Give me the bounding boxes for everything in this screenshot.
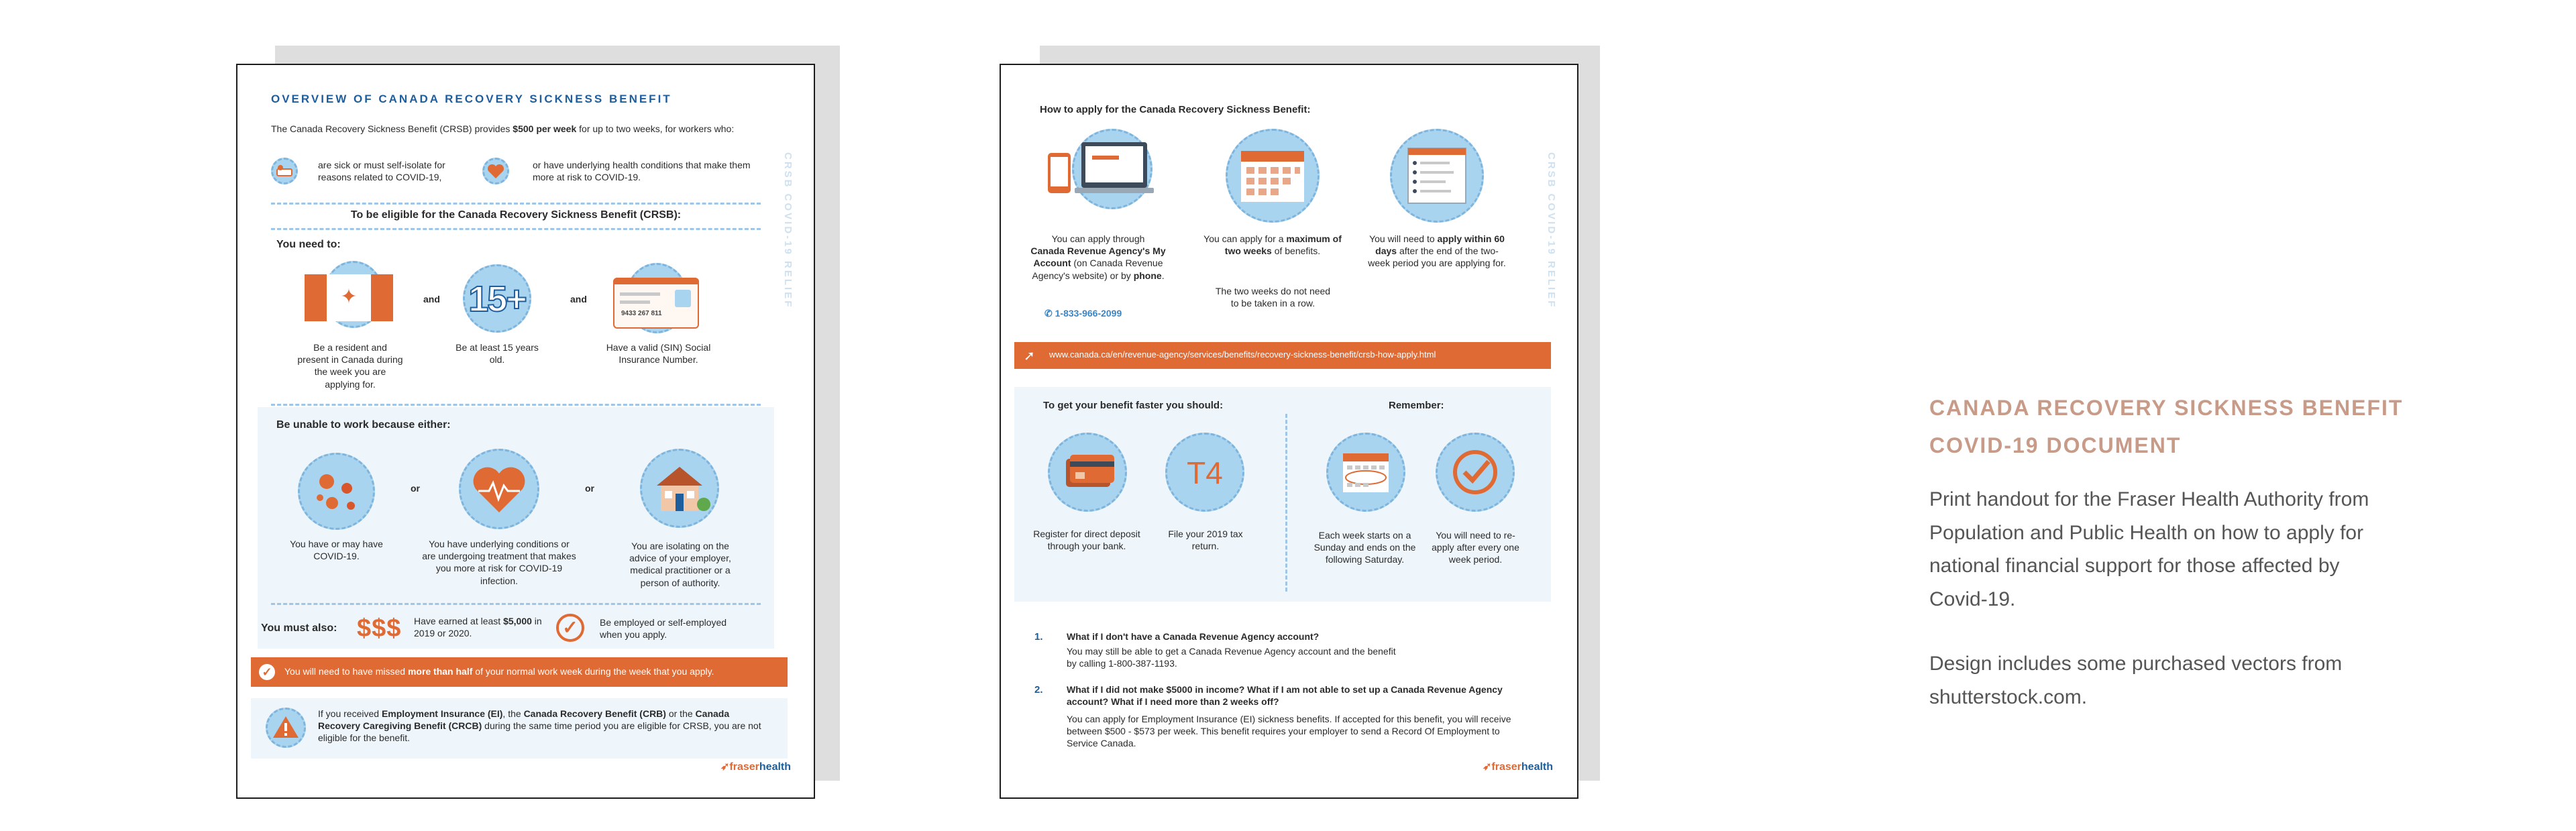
heart-icon: [459, 449, 539, 529]
dollar-icon: $$$: [357, 614, 402, 643]
you-need-to-heading: You need to:: [276, 239, 341, 250]
question-2-number: 2.: [1034, 684, 1043, 696]
divider: [271, 228, 761, 230]
divider: [271, 404, 761, 406]
missed-work-text: You will need to have missed more than half of your normal work week during the week that you apply.: [284, 666, 714, 677]
answer-1: You may still be able to get a Canada Revenue Agency account and the benefit by calling 1-800-387-1193.: [1067, 646, 1396, 669]
fraser-health-logo: ➶fraserhealth: [720, 761, 792, 773]
reapply-text: You will need to re-apply after every one week period.: [1432, 530, 1519, 565]
apply-url[interactable]: www.canada.ca/en/revenue-agency/services/benefits/recovery-sickness-benefit/crsb-how-apply.html: [1049, 349, 1436, 359]
flag-icon: ✦: [305, 261, 393, 328]
who-text-1: are sick or must self-isolate for reasons related to COVID-19,: [318, 160, 445, 183]
checklist-icon: [1390, 129, 1484, 223]
direct-deposit-text: Register for direct deposit through your bank.: [1033, 529, 1140, 552]
phone-icon: ✆: [1044, 308, 1055, 319]
unable-isolating: You are isolating on the advice of your employer, medical practitioner or a person of authority.: [629, 541, 731, 588]
who-text-2: or have underlying health conditions that make them more at risk to COVID-19.: [533, 160, 751, 183]
virus-icon: [298, 453, 375, 530]
tax-return-text: File your 2019 tax return.: [1168, 529, 1243, 552]
project-title: CANADA RECOVERY SICKNESS BENEFIT COVID-19 DOCUMENT: [1929, 396, 2404, 457]
apply-within-text: You will need to apply within 60 days after the end of the two-week period you are applying for.: [1368, 233, 1506, 269]
apply-online-text: You can apply through Canada Revenue Agency's My Account (on Canada Revenue Agency's website) or by phone.: [1030, 233, 1166, 281]
t4-icon: [1165, 433, 1244, 512]
vertical-label: CRSB COVID-19 RELIEF: [1546, 152, 1557, 309]
unable-covid: You have or may have COVID-19.: [290, 539, 383, 562]
faster-heading: To get your benefit faster you should:: [1043, 400, 1224, 411]
checkmark-icon: ✓: [556, 614, 584, 642]
house-icon: [640, 449, 719, 528]
answer-2: You can apply for Employment Insurance (EI) sickness benefits. If accepted for this benefit, you will receive between $500 - $573 per week. This benefit requires your employer to send a Record Of Employment to Service Canada.: [1067, 714, 1511, 749]
project-description: Print handout for the Fraser Health Authority from Population and Public Health on how to apply for national financial support for those affected by Covid-19.: [1929, 488, 2369, 610]
divider: [271, 203, 761, 205]
unable-underlying: You have underlying conditions or are undergoing treatment that makes you more at risk for COVID-19 infection.: [422, 539, 576, 586]
handout-page-1: [236, 64, 815, 799]
tips-divider: [1285, 414, 1287, 592]
warning-icon: [266, 708, 306, 748]
sin-number: 9433 267 811: [621, 310, 662, 317]
apply-heading: How to apply for the Canada Recovery Sickness Benefit:: [1040, 104, 1311, 115]
age-number: 15+: [468, 279, 526, 319]
apply-not-in-row-text: The two weeks do not need to be taken in a row.: [1215, 286, 1331, 309]
heart-icon: [482, 158, 509, 184]
question-1: What if I don't have a Canada Revenue Agency account?: [1067, 631, 1320, 642]
question-1-number: 1.: [1034, 631, 1043, 643]
divider: [271, 603, 761, 605]
employed-text: Be employed or self-employed when you apply.: [600, 617, 727, 641]
or-label: or: [411, 483, 420, 494]
or-label: or: [585, 483, 594, 494]
missed-work-banner: [251, 657, 788, 687]
checkmark-icon: ✓: [259, 664, 275, 680]
must-also-label: You must also:: [261, 622, 337, 634]
unable-heading: Be unable to work because either:: [276, 419, 451, 431]
earned-text: Have earned at least $5,000 in 2019 or 2020.: [414, 616, 542, 639]
t4-label: T4: [1187, 455, 1223, 490]
eligible-heading: To be eligible for the Canada Recovery Sickness Benefit (CRSB):: [350, 209, 682, 221]
calendar-icon: [1226, 129, 1320, 223]
question-2: What if I did not make $5000 in income? What if I am not able to set up a Canada Revenue Agency account? What if I need more than 2 weeks off?: [1067, 684, 1503, 708]
requirement-age: Be at least 15 years old.: [455, 342, 539, 366]
apply-max-weeks-text: You can apply for a maximum of two weeks of benefits.: [1203, 233, 1342, 257]
url-banner[interactable]: [1014, 342, 1551, 369]
handout-page-2: [1000, 64, 1578, 799]
warning-text: If you received Employment Insurance (EI), the Canada Recovery Benefit (CRB) or the Canada Recovery Caregiving Benefit (CRCB) during the same time period you are eligible for CRSB, you are not eligible for the benefit.: [318, 708, 761, 744]
and-label: and: [423, 294, 440, 304]
requirement-residency: Be a resident and present in Canada during the week you are applying for.: [297, 342, 403, 390]
week-start-text: Each week starts on a Sunday and ends on the following Saturday.: [1313, 530, 1416, 565]
sick-person-icon: [271, 158, 298, 184]
requirement-sin: Have a valid (SIN) Social Insurance Number.: [606, 342, 711, 366]
and-label: and: [570, 294, 587, 304]
laptop-icon: [1048, 129, 1162, 219]
checkmark-icon: [1436, 433, 1515, 512]
page-title: OVERVIEW OF CANADA RECOVERY SICKNESS BENEFIT: [271, 93, 672, 105]
fraser-health-logo: ➶fraserhealth: [1483, 761, 1554, 773]
id-card-icon: [613, 263, 700, 333]
intro-text: The Canada Recovery Sickness Benefit (CRSB) provides $500 per week for up to two weeks, for workers who:: [271, 123, 735, 134]
age-icon: [463, 264, 531, 333]
phone-number: ✆ 1-833-966-2099: [1044, 308, 1122, 319]
week-calendar-icon: [1326, 433, 1405, 512]
project-credits: Design includes some purchased vectors from shutterstock.com.: [1929, 653, 2343, 708]
credit-card-icon: [1048, 433, 1127, 512]
cursor-icon: ➚: [1024, 349, 1035, 364]
vertical-label: CRSB COVID-19 RELIEF: [782, 152, 794, 309]
remember-heading: Remember:: [1389, 400, 1444, 411]
